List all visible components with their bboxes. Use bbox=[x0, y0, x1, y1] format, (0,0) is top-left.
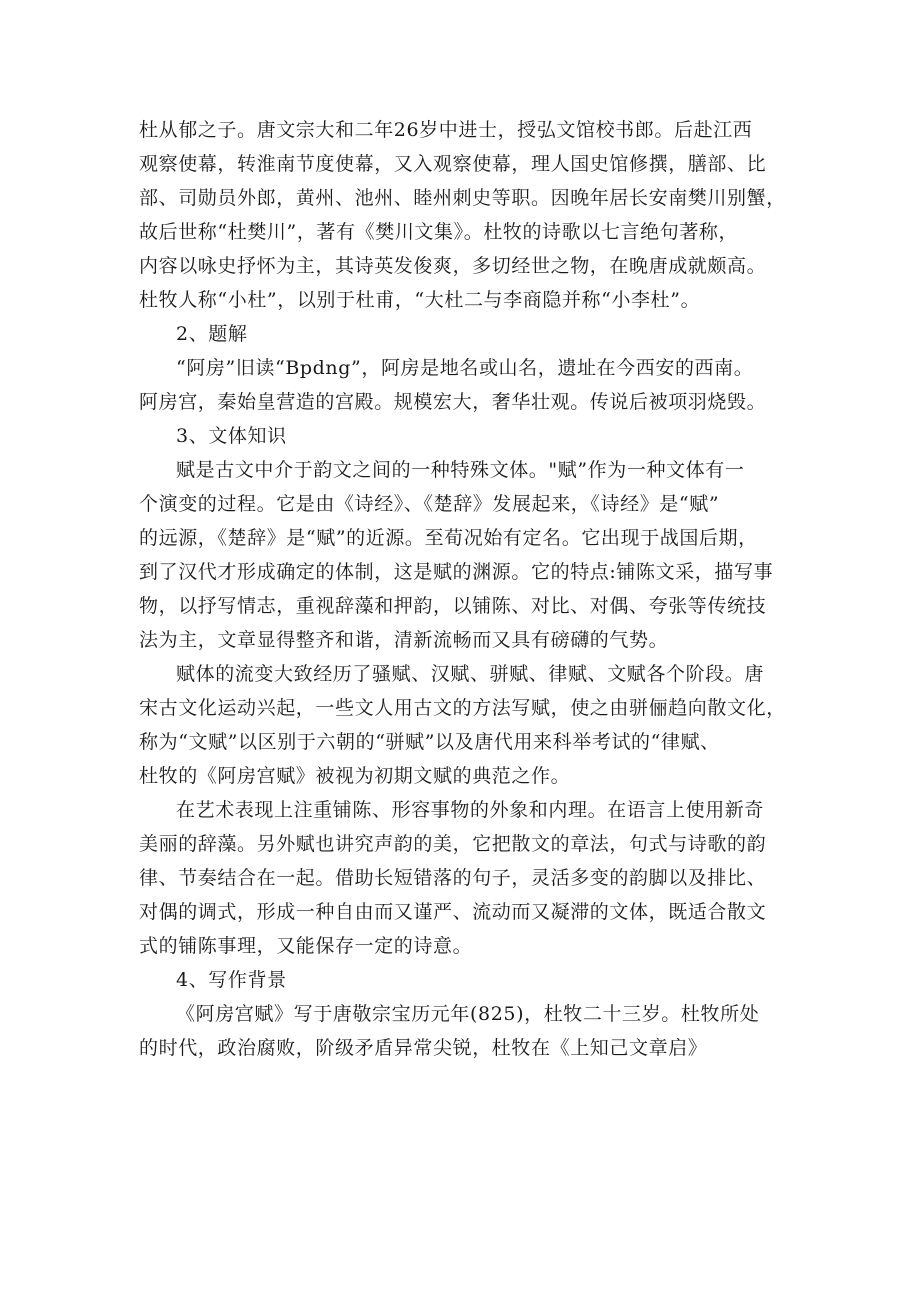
text-line: 物，以抒写情志，重视辞藻和押韵，以铺陈、对比、对偶、夸张等传统技 bbox=[139, 595, 767, 617]
text-line: 阿房宫，秦始皇营造的宫殿。规模宏大，奢华壮观。传说后被项羽烧毁。 bbox=[139, 391, 767, 413]
text-line: 个演变的过程。它是由《诗经》、《楚辞》发展起来，《诗经》是“赋” bbox=[139, 493, 720, 515]
text-line: 《阿房宫赋》写于唐敬宗宝历元年(825)，杜牧二十三岁。杜牧所处 bbox=[176, 1003, 760, 1025]
text-line: 赋是古文中介于韵文之间的一种特殊文体。"赋”作为一种文体有一 bbox=[176, 459, 745, 481]
text-line: 内容以咏史抒怀为主，其诗英发俊爽，多切经世之物，在晚唐成就颇高。 bbox=[139, 255, 767, 277]
text-line: 杜从郁之子。唐文宗大和二年26岁中进士，授弘文馆校书郎。后赴江西 bbox=[139, 119, 753, 141]
text-line: 观察使幕，转淮南节度使幕，又入观察使幕，理人国史馆修撰，膳部、比 bbox=[139, 153, 767, 175]
text-line: 宋古文化运动兴起，一些文人用古文的方法写赋，使之由骈俪趋向散文化， bbox=[139, 697, 786, 719]
text-line: 称为“文赋”以区别于六朝的“骈赋”以及唐代用来科举考试的“律赋、 bbox=[139, 731, 720, 753]
text-line: 在艺术表现上注重铺陈、形容事物的外象和内理。在语言上使用新奇 bbox=[176, 799, 765, 821]
text-line: 到了汉代才形成确定的体制，这是赋的渊源。它的特点:铺陈文采，描写事 bbox=[139, 561, 774, 583]
text-line: 杜牧的《阿房宫赋》被视为初期文赋的典范之作。 bbox=[139, 765, 571, 787]
text-line: 式的铺陈事理，又能保存一定的诗意。 bbox=[139, 935, 473, 957]
text-line: 美丽的辞藻。另外赋也讲究声韵的美，它把散文的章法，句式与诗歌的韵 bbox=[139, 833, 767, 855]
section-heading: 4、写作背景 bbox=[176, 969, 287, 991]
text-line: 对偶的调式，形成一种自由而又谨严、流动而又凝滞的文体，既适合散文 bbox=[139, 901, 767, 923]
text-line: 的时代，政治腐败，阶级矛盾异常尖锐，杜牧在《上知己文章启》 bbox=[139, 1037, 708, 1059]
section-heading: 3、文体知识 bbox=[176, 425, 287, 447]
text-line: 杜牧人称“小杜”，以别于杜甫，“大杜二与李商隐并称“小李杜”。 bbox=[139, 289, 701, 311]
text-line: 律、节奏结合在一起。借助长短错落的句子，灵活多变的韵脚以及排比、 bbox=[139, 867, 767, 889]
text-line: “阿房”旧读“Bpdng”，阿房是地名或山名，遗址在今西安的西南。 bbox=[176, 357, 754, 379]
text-line: 故后世称“杜樊川”，著有《樊川文集》。杜牧的诗歌以七言绝句著称， bbox=[139, 221, 739, 243]
text-line: 赋体的流变大致经历了骚赋、汉赋、骈赋、律赋、文赋各个阶段。唐 bbox=[176, 663, 765, 685]
text-line: 部、司勋员外郎，黄州、池州、睦州刺史等职。因晚年居长安南樊川别蟹， bbox=[139, 187, 786, 209]
text-line: 法为主，文章显得整齐和谐，清新流畅而又具有磅礴的气势。 bbox=[139, 629, 669, 651]
text-line: 的远源，《楚辞》是“赋”的近源。至荀况始有定名。它出现于战国后期， bbox=[139, 527, 758, 549]
section-heading: 2、题解 bbox=[176, 323, 248, 345]
